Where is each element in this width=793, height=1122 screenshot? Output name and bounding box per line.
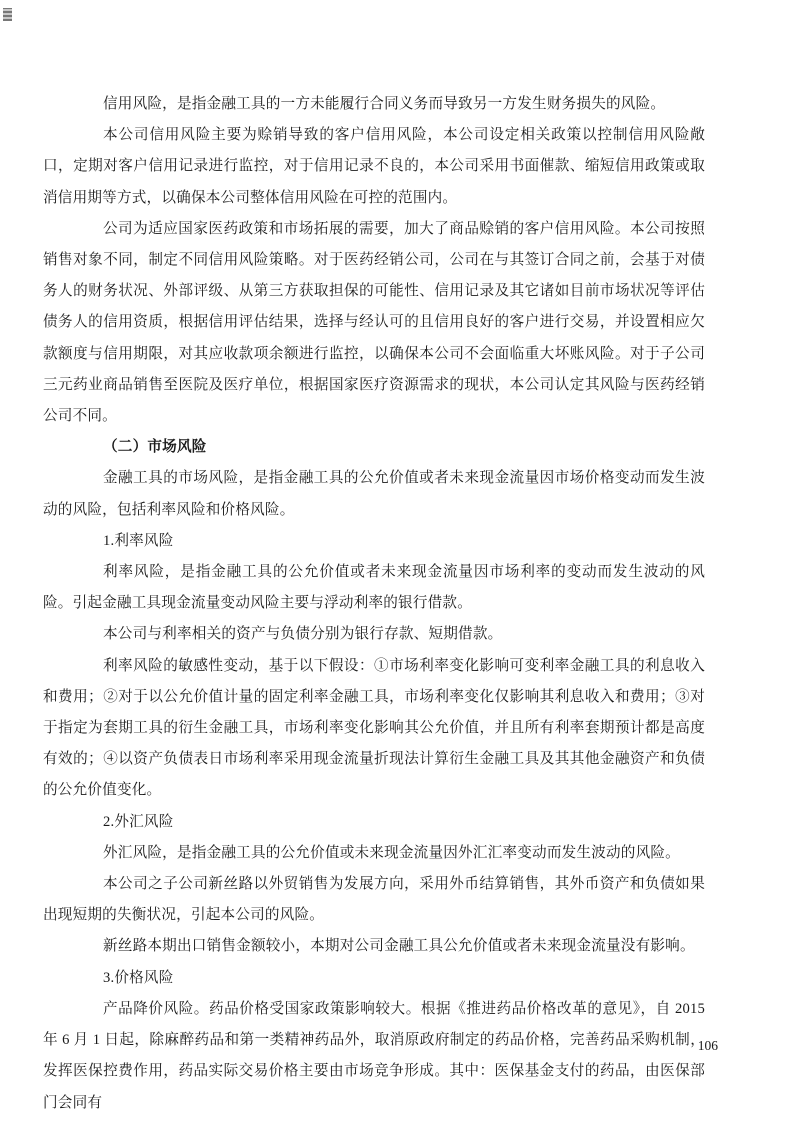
scan-artifact <box>3 8 12 21</box>
paragraph: 本公司之子公司新丝路以外贸销售为发展方向，采用外币结算销售，其外币资产和负债如果出现短期的失衡状况，引起本公司的风险。 <box>43 876 705 924</box>
document-body <box>43 89 705 1119</box>
section-heading: （二）市场风险 <box>103 439 207 456</box>
page-number: 106 <box>697 1038 718 1053</box>
numbered-subheading: 1.利率风险 <box>103 532 174 549</box>
paragraph: 金融工具的市场风险，是指金融工具的公允价值或者未来现金流量因市场价格变动而发生波动的风险，包括利率风险和价格风险。 <box>43 470 705 518</box>
paragraph: 本公司信用风险主要为赊销导致的客户信用风险，本公司设定相关政策以控制信用风险敞口，定期对客户信用记录进行监控，对于信用记录不良的，本公司采用书面催款、缩短信用政策或取消信用期等方式，以确保本公司整体信用风险在可控的范围内。 <box>43 127 705 206</box>
paragraph: 外汇风险，是指金融工具的公允价值或未来现金流量因外汇汇率变动而发生波动的风险。 <box>103 844 680 861</box>
paragraph: 信用风险，是指金融工具的一方未能履行合同义务而导致另一方发生财务损失的风险。 <box>103 96 666 112</box>
paragraph: 利率风险，是指金融工具的公允价值或者未来现金流量因市场利率的变动而发生波动的风险。引起金融工具现金流量变动风险主要与浮动利率的银行借款。 <box>43 564 705 612</box>
paragraph: 利率风险的敏感性变动，基于以下假设：①市场利率变化影响可变利率金融工具的利息收入和费用；②对于以公允价值计量的固定利率金融工具，市场利率变化仅影响其利息收入和费用；③对于指定为套期工具的衍生金融工具，市场利率变化影响其公允价值，并且所有利率套期预计都是高度有效的；④以资产负债表日市场利率采用现金流量折现法计算衍生金融工具及其其他金融资产和负债的公允价值变化。 <box>43 657 705 799</box>
numbered-subheading: 3.价格风险 <box>103 969 174 986</box>
numbered-subheading: 2.外汇风险 <box>103 813 174 830</box>
paragraph: 新丝路本期出口销售金额较小，本期对公司金融工具公允价值或者未来现金流量没有影响。 <box>103 938 695 955</box>
paragraph: 产品降价风险。药品价格受国家政策影响较大。根据《推进药品价格改革的意见》，自 2015 年 6 月 1 日起，除麻醉药品和第一类精神药品外，取消原政府制定的药品价格，完善药品采购机制，发挥医保控费作用，药品实际交易价格主要由市场竞争形成。其中：医保基金支付的药品，由医保部门会同有 <box>43 1000 705 1111</box>
paragraph: 公司为适应国家医药政策和市场拓展的需要，加大了商品赊销的客户信用风险。本公司按照销售对象不同，制定不同信用风险策略。对于医药经销公司，公司在与其签订合同之前，会基于对债务人的财务状况、外部评级、从第三方获取担保的可能性、信用记录及其它诸如目前市场状况等评估债务人的信用资质，根据信用评估结果，选择与经认可的且信用良好的客户进行交易，并设置相应欠款额度与信用期限，对其应收款项余额进行监控，以确保本公司不会面临重大坏账风险。对于子公司三元药业商品销售至医院及医疗单位，根据国家医疗资源需求的现状，本公司认定其风险与医药经销公司不同。 <box>43 220 705 425</box>
paragraph: 本公司与利率相关的资产与负债分别为银行存款、短期借款。 <box>103 626 503 643</box>
